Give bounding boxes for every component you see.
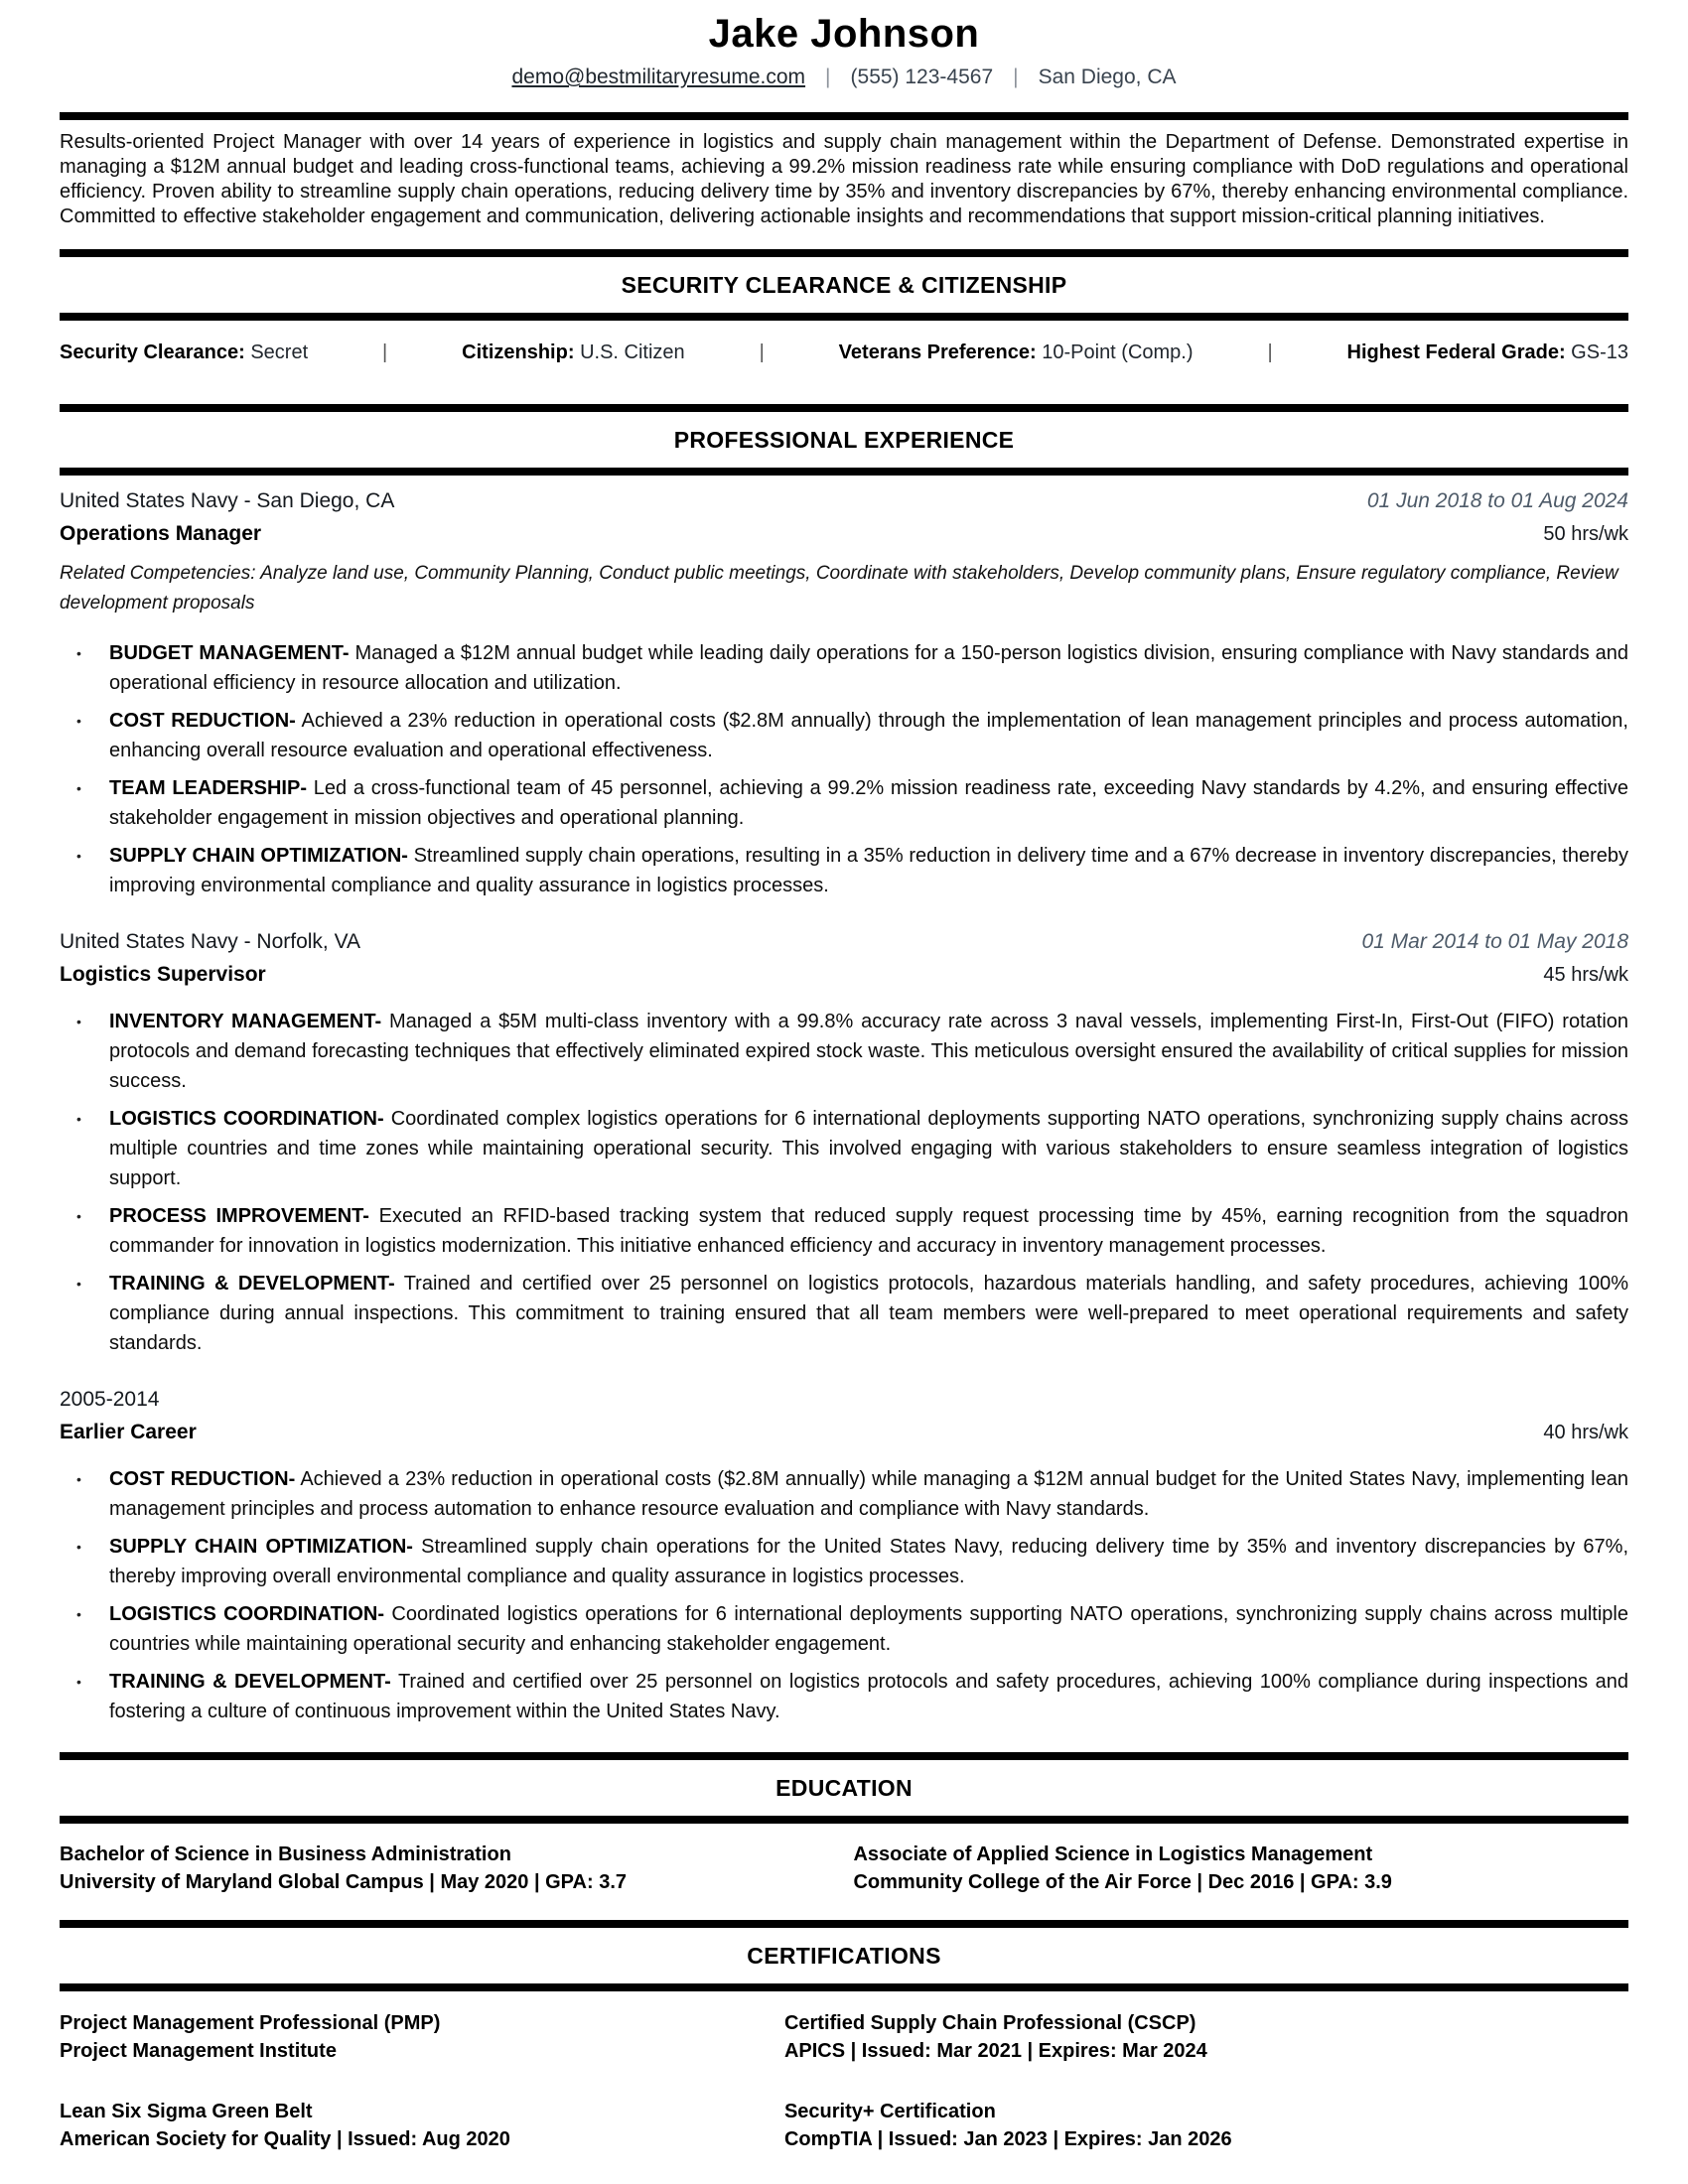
clearance-label: Citizenship: bbox=[462, 341, 575, 363]
degree-details: University of Maryland Global Campus | May 2020 | GPA: 3.7 bbox=[60, 1871, 627, 1893]
bullet-item bbox=[60, 1667, 1628, 1726]
section-title: EDUCATION bbox=[775, 1775, 913, 1801]
job-title: Operations Manager bbox=[60, 522, 262, 545]
clearance-row bbox=[60, 341, 1628, 364]
job-entry bbox=[60, 489, 1628, 900]
bullet-label: LOGISTICS COORDINATION- bbox=[109, 1603, 385, 1625]
bullet-text: Managed a $12M annual budget while leading daily operations for a 150-person logistics division, ensuring compliance with Navy standards and operational efficiency in resource allocation and utilization. bbox=[109, 642, 1629, 694]
career-period: 2005-2014 bbox=[60, 1388, 160, 1411]
bullet-label: TRAINING & DEVELOPMENT- bbox=[109, 1273, 395, 1295]
pipe-separator: | bbox=[825, 66, 831, 88]
clearance-value: 10-Point (Comp.) bbox=[1042, 341, 1194, 363]
clearance-label: Highest Federal Grade: bbox=[1346, 341, 1566, 363]
clearance-value: Secret bbox=[250, 341, 309, 363]
bullet-item bbox=[60, 773, 1628, 833]
bullet-dot: • bbox=[76, 713, 81, 729]
divider-rule bbox=[60, 112, 1628, 120]
clearance-item bbox=[839, 341, 1194, 364]
certifications-grid bbox=[60, 2009, 1628, 2153]
bullet-item bbox=[60, 1464, 1628, 1524]
bullet-label: SUPPLY CHAIN OPTIMIZATION- bbox=[109, 1536, 413, 1558]
bullet-text: Coordinated logistics operations for 6 international deployments supporting NATO operations, synchronizing supply chains across multiple countries while maintaining operational security and enhancing stakeholder engagement. bbox=[109, 1603, 1628, 1655]
clearance-label: Security Clearance: bbox=[60, 341, 245, 363]
bullet-text: Managed a $5M multi-class inventory with a 99.8% accuracy rate across 3 naval vessels, implementing First-In, First-Out (FIFO) rotation protocols and demand forecasting techniques that effectively eliminated expired stock waste. This meticulous oversight ensured the availability of critical supplies for mission success. bbox=[109, 1011, 1629, 1092]
related-competencies: Related Competencies: Analyze land use, Community Planning, Conduct public meetings, Coordinate with stakeholders, Develop community plans, Ensure regulatory compliance, Review development proposals bbox=[60, 563, 1618, 614]
certification-item bbox=[60, 2098, 784, 2153]
section-title: SECURITY CLEARANCE & CITIZENSHIP bbox=[621, 272, 1067, 298]
bullet-dot: • bbox=[76, 1276, 81, 1292]
bullet-dot: • bbox=[76, 1208, 81, 1224]
bullet-item bbox=[60, 1201, 1628, 1261]
bullet-item bbox=[60, 1104, 1628, 1193]
bullet-dot: • bbox=[76, 1471, 81, 1487]
degree-name: Bachelor of Science in Business Administration bbox=[60, 1843, 511, 1865]
bullet-item bbox=[60, 1532, 1628, 1591]
bullet-dot: • bbox=[76, 1111, 81, 1127]
bullet-text: Trained and certified over 25 personnel on logistics protocols and safety procedures, achieving 100% compliance during inspections and fostering a culture of continuous improvement within the United States Navy. bbox=[109, 1671, 1628, 1722]
divider-rule bbox=[60, 249, 1628, 257]
company-name: United States Navy - San Diego, CA bbox=[60, 489, 395, 512]
divider-rule bbox=[60, 1920, 1628, 1928]
degree-name: Associate of Applied Science in Logistics Management bbox=[853, 1843, 1373, 1865]
bullet-dot: • bbox=[76, 1014, 81, 1029]
bullet-text: Streamlined supply chain operations for the United States Navy, reducing delivery time by 35% and inventory discrepancies by 67%, thereby improving overall environmental compliance and quality assurance in logistics processes. bbox=[109, 1536, 1629, 1587]
bullet-dot: • bbox=[76, 1674, 81, 1690]
bullet-label: TEAM LEADERSHIP- bbox=[109, 777, 307, 799]
education-grid bbox=[60, 1841, 1628, 1896]
hours-per-week: 50 hrs/wk bbox=[1543, 523, 1628, 545]
bullet-list bbox=[60, 1007, 1628, 1358]
certification-name: Project Management Professional (PMP) bbox=[60, 2012, 441, 2034]
divider-rule bbox=[60, 468, 1628, 476]
bullet-item bbox=[60, 638, 1628, 698]
education-item bbox=[853, 1841, 1628, 1896]
company-name: United States Navy - Norfolk, VA bbox=[60, 930, 361, 953]
summary-paragraph: Results-oriented Project Manager with over 14 years of experience in logistics and supply chain management within the Department of Defense. Demonstrated expertise in managing a $12M annual budget and leading cross-functional teams, achieving a 99.2% mission readiness rate while ensuring compliance with DoD regulations and operational efficiency. Proven ability to streamline supply chain operations, reducing delivery time by 35% and inventory discrepancies by 67%, thereby enhancing environmental compliance. Committed to effective stakeholder engagement and communication, delivering actionable insights and recommendations that support mission-critical planning initiatives. bbox=[60, 131, 1628, 227]
bullet-label: PROCESS IMPROVEMENT- bbox=[109, 1205, 369, 1227]
certification-details: APICS | Issued: Mar 2021 | Expires: Mar 2024 bbox=[783, 2040, 1207, 2062]
bullet-item bbox=[60, 841, 1628, 900]
section-education bbox=[60, 1752, 1628, 1824]
clearance-label: Veterans Preference: bbox=[838, 341, 1037, 363]
certification-item bbox=[60, 2009, 784, 2065]
certification-item bbox=[784, 2098, 1628, 2153]
certification-name: Lean Six Sigma Green Belt bbox=[60, 2101, 313, 2122]
certification-name: Security+ Certification bbox=[783, 2101, 996, 2122]
job-entry bbox=[60, 930, 1628, 1358]
education-item bbox=[60, 1841, 853, 1896]
pipe-separator: | bbox=[1013, 66, 1019, 88]
bullet-text: Executed an RFID-based tracking system that reduced supply request processing time by 45%, earning recognition from the squadron commander for innovation in logistics modernization. This initiative enhanced efficiency and accuracy in inventory management processes. bbox=[109, 1205, 1629, 1257]
job-title: Logistics Supervisor bbox=[60, 963, 266, 986]
job-entry bbox=[60, 1388, 1628, 1726]
divider-rule bbox=[60, 404, 1628, 412]
bullet-item bbox=[60, 1599, 1628, 1659]
bullet-label: LOGISTICS COORDINATION- bbox=[109, 1108, 384, 1130]
bullet-dot: • bbox=[76, 645, 81, 661]
email-link[interactable]: demo@bestmilitaryresume.com bbox=[511, 66, 806, 88]
bullet-list bbox=[60, 1464, 1628, 1726]
date-range: 01 Mar 2014 to 01 May 2018 bbox=[1361, 930, 1628, 953]
certification-name: Certified Supply Chain Professional (CSCP) bbox=[783, 2012, 1196, 2034]
section-certifications bbox=[60, 1920, 1628, 1991]
contact-line bbox=[60, 66, 1628, 89]
certification-item bbox=[784, 2009, 1628, 2065]
section-experience bbox=[60, 404, 1628, 476]
certification-details: Project Management Institute bbox=[60, 2040, 337, 2062]
bullet-text: Achieved a 23% reduction in operational costs ($2.8M annually) through the implementation of lean management principles and process automation, enhancing overall resource evaluation and operational effectiveness. bbox=[109, 710, 1628, 761]
section-title: PROFESSIONAL EXPERIENCE bbox=[673, 427, 1015, 453]
location-text: San Diego, CA bbox=[1038, 66, 1177, 88]
phone-number: (555) 123-4567 bbox=[850, 66, 994, 88]
bullet-label: INVENTORY MANAGEMENT- bbox=[109, 1011, 382, 1032]
pipe-separator: | bbox=[1267, 341, 1273, 363]
certification-details: CompTIA | Issued: Jan 2023 | Expires: Jan 2026 bbox=[783, 2128, 1232, 2150]
bullet-list bbox=[60, 638, 1628, 900]
section-security-clearance bbox=[60, 249, 1628, 321]
degree-details: Community College of the Air Force | Dec 2016 | GPA: 3.9 bbox=[853, 1871, 1392, 1893]
hours-per-week: 45 hrs/wk bbox=[1543, 964, 1628, 986]
clearance-item bbox=[60, 341, 308, 364]
divider-rule bbox=[60, 1752, 1628, 1760]
bullet-label: TRAINING & DEVELOPMENT- bbox=[109, 1671, 391, 1693]
clearance-item bbox=[462, 341, 685, 364]
pipe-separator: | bbox=[382, 341, 388, 363]
bullet-text: Led a cross-functional team of 45 personnel, achieving a 99.2% mission readiness rate, exceeding Navy standards by 4.2%, and ensuring effective stakeholder engagement in mission objectives and operational planning. bbox=[109, 777, 1628, 829]
divider-rule bbox=[60, 1983, 1628, 1991]
bullet-label: COST REDUCTION- bbox=[109, 710, 296, 732]
bullet-text: Streamlined supply chain operations, resulting in a 35% reduction in delivery time and a 67% decrease in inventory discrepancies, thereby improving environmental compliance and quality assurance in logistics processes. bbox=[109, 845, 1629, 896]
certification-details: American Society for Quality | Issued: Aug 2020 bbox=[60, 2128, 510, 2150]
bullet-text: Trained and certified over 25 personnel on logistics protocols, hazardous materials handling, and safety procedures, achieving 100% compliance during annual inspections. This commitment to training ensured that all team members were well-prepared to meet operational requirements and safety standards. bbox=[109, 1273, 1629, 1354]
bullet-text: Coordinated complex logistics operations for 6 international deployments supporting NATO operations, synchronizing supply chains across multiple countries and time zones while maintaining operational security. This involved engaging with various stakeholders to ensure seamless integration of logistics support. bbox=[109, 1108, 1628, 1189]
bullet-label: COST REDUCTION- bbox=[109, 1468, 296, 1490]
bullet-item bbox=[60, 706, 1628, 765]
date-range: 01 Jun 2018 to 01 Aug 2024 bbox=[1366, 489, 1628, 512]
hours-per-week: 40 hrs/wk bbox=[1543, 1422, 1628, 1443]
divider-rule bbox=[60, 1816, 1628, 1824]
section-title: CERTIFICATIONS bbox=[747, 1943, 941, 1969]
bullet-dot: • bbox=[76, 848, 81, 864]
divider-rule bbox=[60, 313, 1628, 321]
candidate-name: Jake Johnson bbox=[708, 12, 980, 56]
bullet-label: BUDGET MANAGEMENT- bbox=[109, 642, 350, 664]
bullet-item bbox=[60, 1269, 1628, 1358]
bullet-label: SUPPLY CHAIN OPTIMIZATION- bbox=[109, 845, 408, 867]
bullet-dot: • bbox=[76, 1539, 81, 1555]
bullet-dot: • bbox=[76, 780, 81, 796]
bullet-text: Achieved a 23% reduction in operational costs ($2.8M annually) while managing a $12M annual budget for the United States Navy, implementing lean management principles and process automation to enhance resource evaluation and compliance with Navy standards. bbox=[109, 1468, 1628, 1520]
job-title: Earlier Career bbox=[60, 1421, 197, 1443]
bullet-dot: • bbox=[76, 1606, 81, 1622]
clearance-value: GS-13 bbox=[1571, 341, 1628, 363]
clearance-value: U.S. Citizen bbox=[580, 341, 685, 363]
clearance-item bbox=[1347, 341, 1628, 364]
pipe-separator: | bbox=[759, 341, 765, 363]
bullet-item bbox=[60, 1007, 1628, 1096]
